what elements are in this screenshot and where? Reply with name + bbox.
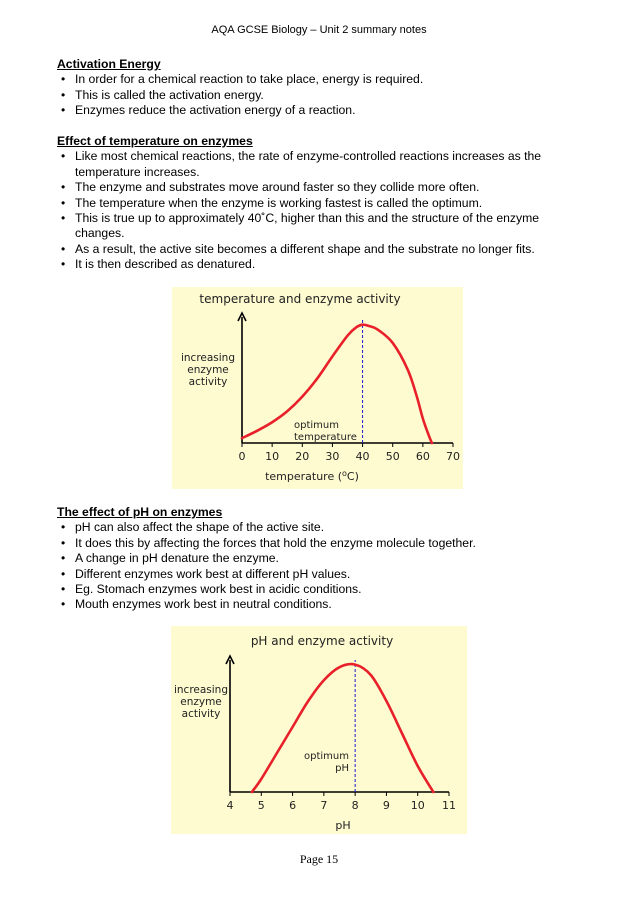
x-tick-label: 4 xyxy=(226,799,234,812)
section-heading: The effect of pH on enzymes xyxy=(57,505,223,519)
bullet-item: • The temperature when the enzyme is working fastest is called the optimum. xyxy=(57,196,587,211)
y-axis-label: increasing xyxy=(180,352,236,364)
bullet-item: • Mouth enzymes work best in neutral conditions. xyxy=(57,597,587,612)
section-temperature xyxy=(57,134,587,273)
bullet-item: • Eg. Stomach enzymes work best in acidic conditions. xyxy=(57,582,587,597)
page-header: AQA GCSE Biology – Unit 2 summary notes xyxy=(211,24,427,36)
x-tick-label: 8 xyxy=(351,799,359,812)
bullet-item: • In order for a chemical reaction to take place, energy is required. xyxy=(57,72,587,87)
section-heading: Activation Energy xyxy=(57,57,161,71)
ph-chart-svg xyxy=(171,626,467,834)
ph-chart xyxy=(171,626,467,834)
x-axis-label: temperature ($^o$C) xyxy=(265,469,359,483)
x-tick-label: 30 xyxy=(325,450,340,463)
y-axis-label: activity xyxy=(181,708,221,720)
section-activation-energy xyxy=(57,57,587,119)
x-tick-label: 10 xyxy=(410,799,425,812)
bullet-item: • This is called the activation energy. xyxy=(57,88,587,103)
bullet-list xyxy=(57,149,587,272)
chart-title: temperature and enzyme activity xyxy=(199,292,401,306)
section-ph xyxy=(57,505,587,613)
x-tick-label: 50 xyxy=(385,450,400,463)
y-axis-label: increasing xyxy=(173,684,229,696)
bullet-item: • The enzyme and substrates move around faster so they collide more often. xyxy=(57,180,587,195)
temperature-chart-svg xyxy=(172,287,463,489)
x-tick-label: 60 xyxy=(415,450,430,463)
bullet-item: • It does this by affecting the forces that hold the enzyme molecule together. xyxy=(57,536,587,551)
y-axis-label: enzyme xyxy=(187,364,229,376)
bullet-item: • pH can also affect the shape of the active site. xyxy=(57,520,587,535)
x-tick-label: 6 xyxy=(289,799,297,812)
bullet-item: • A change in pH denature the enzyme. xyxy=(57,551,587,566)
optimum-annotation: optimum xyxy=(304,751,349,762)
x-tick-label: 9 xyxy=(382,799,390,812)
x-axis-label: pH xyxy=(335,819,351,832)
x-tick-label: 70 xyxy=(446,450,460,463)
optimum-annotation: pH xyxy=(335,763,349,774)
optimum-annotation: temperature xyxy=(294,432,357,443)
bullet-item: • Like most chemical reactions, the rate of enzyme-controlled reactions increases as the temperature increases. xyxy=(57,149,587,180)
x-tick-label: 40 xyxy=(355,450,370,463)
x-tick-label: 0 xyxy=(238,450,246,463)
x-tick-label: 10 xyxy=(265,450,280,463)
bullet-list xyxy=(57,520,587,612)
y-axis-label: activity xyxy=(188,376,228,388)
bullet-item: • It is then described as denatured. xyxy=(57,257,587,272)
bullet-item: • This is true up to approximately 40˚C, higher than this and the structure of the enzyme changes. xyxy=(57,211,587,242)
x-tick-label: 7 xyxy=(320,799,328,812)
bullet-item: • Different enzymes work best at different pH values. xyxy=(57,567,587,582)
bullet-item: • As a result, the active site becomes a different shape and the substrate no longer fits. xyxy=(57,242,587,257)
page-number: Page 15 xyxy=(299,852,339,866)
x-tick-label: 5 xyxy=(257,799,265,812)
optimum-annotation: optimum xyxy=(294,420,339,431)
x-tick-label: 11 xyxy=(442,799,456,812)
chart-title: pH and enzyme activity xyxy=(250,634,394,648)
bullet-item: • Enzymes reduce the activation energy of a reaction. xyxy=(57,103,587,118)
bullet-list xyxy=(57,72,587,118)
temperature-chart xyxy=(172,287,463,489)
section-heading: Effect of temperature on enzymes xyxy=(57,134,253,148)
x-tick-label: 20 xyxy=(295,450,310,463)
y-axis-label: enzyme xyxy=(180,696,222,708)
